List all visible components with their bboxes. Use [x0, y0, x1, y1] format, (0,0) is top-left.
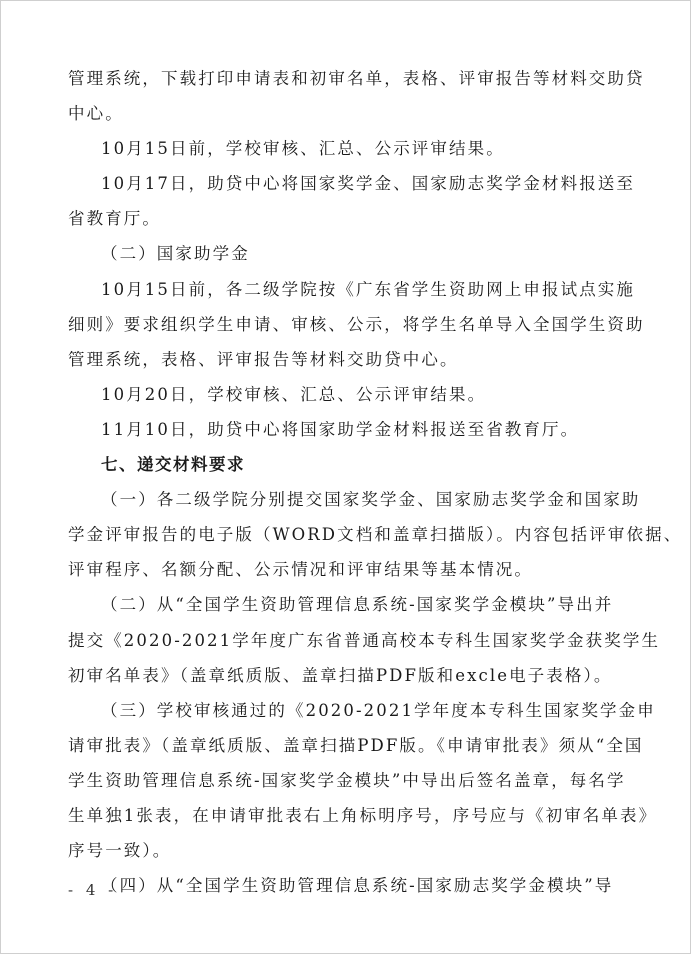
section-subheading: （二）国家助学金	[101, 244, 250, 264]
page-number: - 4 -	[68, 881, 118, 899]
text-line: 10月20日，学校审核、汇总、公示评审结果。	[101, 384, 487, 404]
text-line: （四）从“全国学生资助管理信息系统-国家励志奖学金模块”导	[101, 876, 614, 896]
text-line: 学金评审报告的电子版（WORD文档和盖章扫描版）。内容包括评审依据、	[68, 525, 683, 545]
text-line: 省教育厅。	[68, 209, 161, 229]
text-line: 管理系统，表格、评审报告等材料交助贷中心。	[68, 349, 459, 369]
text-line: 提交《2020-2021学年度广东省普通高校本专科生国家奖学金获奖学生	[68, 630, 661, 650]
text-line: （一）各二级学院分别提交国家奖学金、国家励志奖学金和国家助	[101, 490, 641, 510]
section-heading: 七、递交材料要求	[101, 455, 245, 475]
text-line: 细则》要求组织学生申请、审核、公示，将学生名单导入全国学生资助	[68, 314, 645, 334]
text-line: 11月10日，助贷中心将国家助学金材料报送至省教育厅。	[101, 419, 580, 439]
text-line: 学生资助管理信息系统-国家奖学金模块”中导出后签名盖章，每名学	[68, 770, 626, 790]
text-line: 管理系统，下载打印申请表和初审名单，表格、评审报告等材料交助贷	[68, 69, 645, 88]
text-line: 请审批表》（盖章纸质版、盖章扫描PDF版。《申请审批表》须从“全国	[68, 735, 644, 755]
text-line: 生单独1张表，在申请审批表右上角标明序号，序号应与《初审名单表》	[68, 805, 658, 825]
text-line: 10月15日前，各二级学院按《广东省学生资助网上申报试点实施	[101, 279, 635, 299]
text-line: 中心。	[68, 104, 124, 124]
text-line: 评审程序、名额分配、公示情况和评审结果等基本情况。	[68, 560, 533, 580]
text-line: 初审名单表》（盖章纸质版、盖章扫描PDF版和excle电子表格）。	[68, 665, 613, 685]
text-line: （三）学校审核通过的《2020-2021学年度本专科生国家奖学金申	[101, 700, 656, 720]
text-line: （二）从“全国学生资助管理信息系统-国家奖学金模块”导出并	[101, 595, 614, 615]
text-line: 10月17日，助贷中心将国家奖学金、国家励志奖学金材料报送至	[101, 174, 635, 194]
text-line: 10月15日前，学校审核、汇总、公示评审结果。	[101, 139, 505, 159]
text-line: 序号一致）。	[68, 841, 172, 861]
document-body	[68, 61, 683, 903]
